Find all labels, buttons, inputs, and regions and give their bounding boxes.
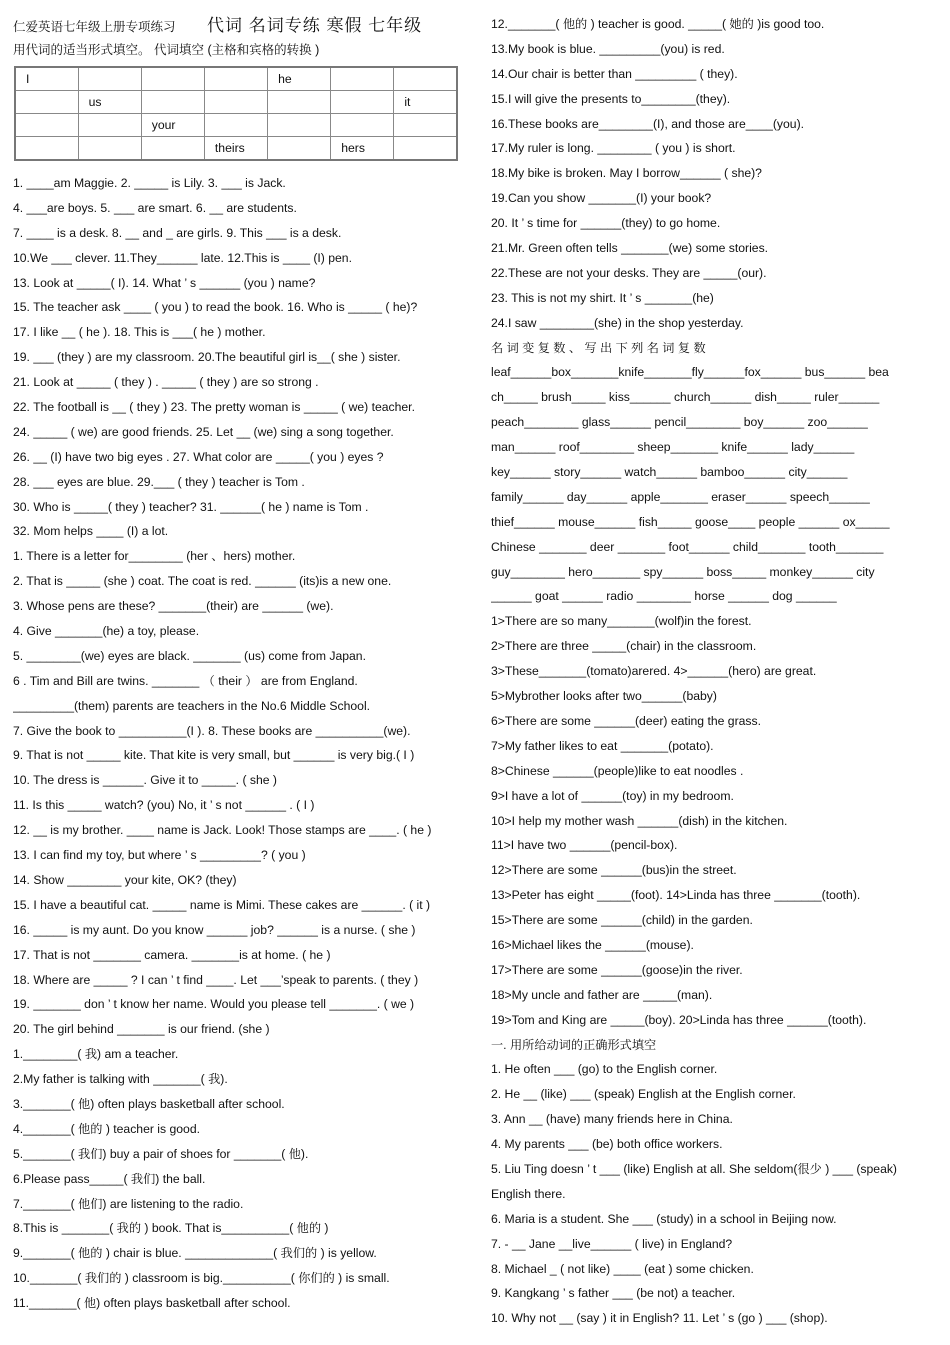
exercise-line: 15.I will give the presents to________(they). <box>491 91 731 106</box>
exercise-line: 13. I can find my toy, but where ’ s _________? ( you ) <box>13 848 306 863</box>
exercise-line: 1. He often ___ (go) to the English corner. <box>491 1062 718 1077</box>
exercise-line: 1. ____am Maggie. 2. _____ is Lily. 3. ___ is Jack. <box>13 176 286 190</box>
exercise-line: 22.These are not your desks. They are _____(our). <box>491 265 767 280</box>
exercise-line: 6.Please pass_____( 我们) the ball. <box>13 1171 206 1186</box>
exercise-line: 20. The girl behind _______ is our friend. (she ) <box>13 1022 270 1037</box>
exercise-line: 20. It ’ s time for ______(they) to go home. <box>491 216 721 231</box>
exercise-line: 5. Liu Ting doesn ’ t ___ (like) English at all. She seldom(很少 ) ___ (speak) <box>491 1161 897 1176</box>
exercise-line: 5>Mybrother looks after two______(baby) <box>491 689 717 704</box>
exercise-line: 1.________( 我) am a teacher. <box>13 1047 179 1062</box>
exercise-line: 4. Give _______(he) a toy, please. <box>13 624 200 639</box>
table-cell <box>204 67 267 91</box>
table-cell: theirs <box>204 137 267 161</box>
exercise-line: 24. _____ ( we) are good friends. 25. Let __ (we) sing a song together. <box>13 424 394 439</box>
table-cell <box>78 67 141 91</box>
exercise-line: 4. My parents ___ (be) both office workers. <box>491 1137 723 1152</box>
exercise-line: peach________ glass______ pencil________ boy______ zoo______ <box>491 415 868 430</box>
exercise-line: 2. He __ (like) ___ (speak) English at the English corner. <box>491 1087 796 1102</box>
exercise-line: thief______ mouse______ fish_____ goose____ people ______ ox_____ <box>491 514 890 529</box>
title-prefix: 仁爱英语七年级上册专项练习 <box>13 20 176 34</box>
exercise-line: 10>I help my mother wash ______(dish) in the kitchen. <box>491 813 788 828</box>
exercise-line: ch_____ brush_____ kiss______ church______ dish_____ ruler______ <box>491 390 880 405</box>
exercise-line: 28. ___ eyes are blue. 29.___ ( they ) teacher is Tom . <box>13 474 305 489</box>
table-cell <box>141 91 204 114</box>
exercise-line: 4._______( 他的 ) teacher is good. <box>13 1121 200 1136</box>
exercise-line: leaf______box_______knife_______fly______fox______ bus______ bea <box>491 365 889 380</box>
table-cell <box>331 67 394 91</box>
exercise-line: 18.My bike is broken. May I borrow______ ( she)? <box>491 166 762 181</box>
exercise-line: 30. Who is _____( they ) teacher? 31. ______( he ) name is Tom . <box>13 499 369 514</box>
table-cell <box>394 114 457 137</box>
table-row <box>15 114 457 137</box>
exercise-line: 19.Can you show _______(I) your book? <box>491 191 712 206</box>
exercise-line: 13.My book is blue. _________(you) is red. <box>491 41 725 56</box>
exercise-line: 8. Michael _ ( not like) ____ (eat ) some chicken. <box>491 1261 754 1276</box>
table-cell <box>15 91 78 114</box>
exercise-line: 7._______( 他们) are listening to the radio. <box>13 1196 244 1211</box>
exercise-line: key______ story______ watch______ bamboo______ city______ <box>491 465 848 480</box>
table-cell <box>268 114 331 137</box>
title-main: 代词 名词专练 寒假 七年级 <box>207 16 423 35</box>
exercise-line: 7>My father likes to eat _______(potato). <box>491 738 714 753</box>
exercise-line: 9. That is not _____ kite. That kite is very small, but ______ is very big.( I ) <box>13 748 415 763</box>
exercise-line: 18. Where are _____ ? I can ’ t find ____. Let ___’speak to parents. ( they ) <box>13 972 419 987</box>
page-title <box>13 12 465 39</box>
exercise-line: Chinese _______ deer _______ foot______ child_______ tooth_______ <box>491 539 884 554</box>
exercise-line: 一. 用所给动词的正确形式填空 <box>491 1037 657 1052</box>
right-exercise-list <box>491 12 937 1331</box>
exercise-line: 15. I have a beautiful cat. _____ name is Mimi. These cakes are ______. ( it ) <box>13 897 431 912</box>
exercise-line: 9._______( 他的 ) chair is blue. _____________( 我们的 ) is yellow. <box>13 1246 377 1261</box>
exercise-line: 7. - __ Jane __live______ ( live) in England? <box>491 1236 733 1251</box>
exercise-line: 15>There are some ______(child) in the garden. <box>491 913 753 928</box>
table-cell <box>268 137 331 161</box>
table-cell <box>331 114 394 137</box>
exercise-line: 8.This is _______( 我的 ) book. That is__________( 他的 ) <box>13 1221 329 1236</box>
exercise-line: 17.My ruler is long. ________ ( you ) is short. <box>491 141 736 156</box>
left-column <box>13 0 465 1316</box>
exercise-line: 9. Kangkang ’ s father ___ (be not) a teacher. <box>491 1286 736 1301</box>
exercise-line: 11. Is this _____ watch? (you) No, it ’ s not ______ . ( I ) <box>13 798 315 813</box>
table-cell <box>78 114 141 137</box>
table-cell <box>15 114 78 137</box>
exercise-line: 26. __ (I) have two big eyes . 27. What color are _____( you ) eyes ? <box>13 449 384 464</box>
table-cell <box>394 67 457 91</box>
table-cell: hers <box>331 137 394 161</box>
table-cell <box>141 137 204 161</box>
exercise-line: 17. I like __ ( he ). 18. This is ___( he ) mother. <box>13 325 266 340</box>
right-column <box>491 0 937 1331</box>
exercise-line: 14.Our chair is better than _________ ( they). <box>491 66 738 81</box>
exercise-line: 19. ___ (they ) are my classroom. 20.The beautiful girl is__( she ) sister. <box>13 350 401 365</box>
table-cell <box>268 91 331 114</box>
exercise-line: 17>There are some ______(goose)in the river. <box>491 962 743 977</box>
exercise-line: 32. Mom helps ____ (I) a lot. <box>13 524 169 539</box>
exercise-line: 4. ___are boys. 5. ___ are smart. 6. __ are students. <box>13 200 297 215</box>
exercise-line: 8>Chinese ______(people)like to eat noodles . <box>491 763 744 778</box>
pronoun-table <box>14 66 458 161</box>
exercise-line: 16. _____ is my aunt. Do you know ______ job? ______ is a nurse. ( she ) <box>13 922 416 937</box>
exercise-line: 3._______( 他) often plays basketball after school. <box>13 1096 285 1111</box>
exercise-line: 7. ____ is a desk. 8. __ and _ are girls. 9. This ___ is a desk. <box>13 225 342 240</box>
exercise-line: ______ goat ______ radio ________ horse ______ dog ______ <box>491 589 837 604</box>
exercise-line: 10._______( 我们的 ) classroom is big.__________( 你们的 ) is small. <box>13 1271 390 1286</box>
table-cell <box>394 137 457 161</box>
table-cell: your <box>141 114 204 137</box>
exercise-line: 10. The dress is ______. Give it to _____. ( she ) <box>13 773 277 788</box>
exercise-line: 10.We ___ clever. 11.They______ late. 12.This is ____ (I) pen. <box>13 250 352 265</box>
exercise-line: 21. Look at _____ ( they ) . _____ ( they ) are so strong . <box>13 375 319 390</box>
left-exercise-list <box>13 171 465 1316</box>
exercise-line: 16.These books are________(I), and those are____(you). <box>491 116 805 131</box>
exercise-line: 19. _______ don ’ t know her name. Would you please tell _______. ( we ) <box>13 997 415 1012</box>
exercise-line: 14. Show ________ your kite, OK? (they) <box>13 872 237 887</box>
exercise-line: 23. This is not my shirt. It ’ s _______(he) <box>491 290 714 305</box>
table-row <box>15 67 457 91</box>
exercise-line: 15. The teacher ask ____ ( you ) to read the book. 16. Who is _____ ( he)? <box>13 300 418 315</box>
exercise-line: man______ roof________ sheep_______ knife______ lady______ <box>491 440 855 455</box>
exercise-line: 13. Look at _____( I). 14. What ’ s ______ (you ) name? <box>13 275 316 290</box>
exercise-line: 11>I have two ______(pencil-box). <box>491 838 678 853</box>
exercise-line: 6>There are some ______(deer) eating the grass. <box>491 713 761 728</box>
exercise-line: 18>My uncle and father are _____(man). <box>491 987 713 1002</box>
subtitle: 用代词的适当形式填空。 代词填空 (主格和宾格的转换 ) <box>13 43 320 57</box>
exercise-line: 6. Maria is a student. She ___ (study) in a school in Beijing now. <box>491 1211 837 1226</box>
exercise-line: 24.I saw ________(she) in the shop yesterday. <box>491 315 744 330</box>
exercise-line: 16>Michael likes the ______(mouse). <box>491 937 694 952</box>
exercise-line: 1>There are so many_______(wolf)in the forest. <box>491 614 752 629</box>
table-cell: us <box>78 91 141 114</box>
exercise-line: 2.My father is talking with _______( 我). <box>13 1072 228 1087</box>
exercise-line: 11._______( 他) often plays basketball after school. <box>13 1296 291 1311</box>
exercise-line: English there. <box>491 1186 566 1201</box>
table-cell <box>204 114 267 137</box>
exercise-line: 2. That is _____ (she ) coat. The coat is red. ______ (its)is a new one. <box>13 574 392 589</box>
exercise-line: 5. ________(we) eyes are black. _______ (us) come from Japan. <box>13 648 366 663</box>
exercise-line: 3. Ann __ (have) many friends here in China. <box>491 1112 733 1127</box>
table-cell <box>204 91 267 114</box>
table-cell: he <box>268 67 331 91</box>
table-cell <box>141 67 204 91</box>
exercise-line: 17. That is not _______ camera. _______is at home. ( he ) <box>13 947 331 962</box>
exercise-line: 1. There is a letter for________ (her 、hers) mother. <box>13 549 296 564</box>
exercise-line: 6 . Tim and Bill are twins. _______ （ their ） are from England. <box>13 673 358 688</box>
exercise-line: 名 词 变 复 数 、 写 出 下 列 名 词 复 数 <box>491 340 706 355</box>
exercise-line: 9>I have a lot of ______(toy) in my bedroom. <box>491 788 734 803</box>
exercise-line: 2>There are three _____(chair) in the classroom. <box>491 639 757 654</box>
exercise-line: 13>Peter has eight _____(foot). 14>Linda has three _______(tooth). <box>491 888 861 903</box>
table-row <box>15 91 457 114</box>
exercise-line: guy________ hero_______ spy______ boss_____ monkey______ city <box>491 564 875 579</box>
table-cell <box>78 137 141 161</box>
table-cell <box>331 91 394 114</box>
exercise-line: 12>There are some ______(bus)in the street. <box>491 863 737 878</box>
exercise-line: 19>Tom and King are _____(boy). 20>Linda has three ______(tooth). <box>491 1012 867 1027</box>
exercise-line: 7. Give the book to __________(I ). 8. These books are __________(we). <box>13 723 411 738</box>
exercise-line: 12._______( 他的 ) teacher is good. _____( 她的 )is good too. <box>491 17 825 31</box>
table-cell: I <box>15 67 78 91</box>
exercise-line: 10. Why not __ (say ) it in English? 11. Let ’ s (go ) ___ (shop). <box>491 1311 828 1326</box>
exercise-line: 3>These_______(tomato)arered. 4>______(hero) are great. <box>491 664 817 679</box>
exercise-line: _________(them) parents are teachers in the No.6 Middle School. <box>13 698 371 713</box>
exercise-line: 12. __ is my brother. ____ name is Jack. Look! Those stamps are ____. ( he ) <box>13 823 432 838</box>
exercise-line: 5._______( 我们) buy a pair of shoes for _______( 他). <box>13 1146 309 1161</box>
table-cell: it <box>394 91 457 114</box>
exercise-line: 3. Whose pens are these? _______(their) are ______ (we). <box>13 599 334 614</box>
table-cell <box>15 137 78 161</box>
exercise-line: family______ day______ apple_______ eraser______ speech______ <box>491 489 870 504</box>
table-row <box>15 137 457 161</box>
exercise-line: 22. The football is __ ( they ) 23. The pretty woman is _____ ( we) teacher. <box>13 400 415 415</box>
exercise-line: 21.Mr. Green often tells _______(we) some stories. <box>491 241 769 256</box>
